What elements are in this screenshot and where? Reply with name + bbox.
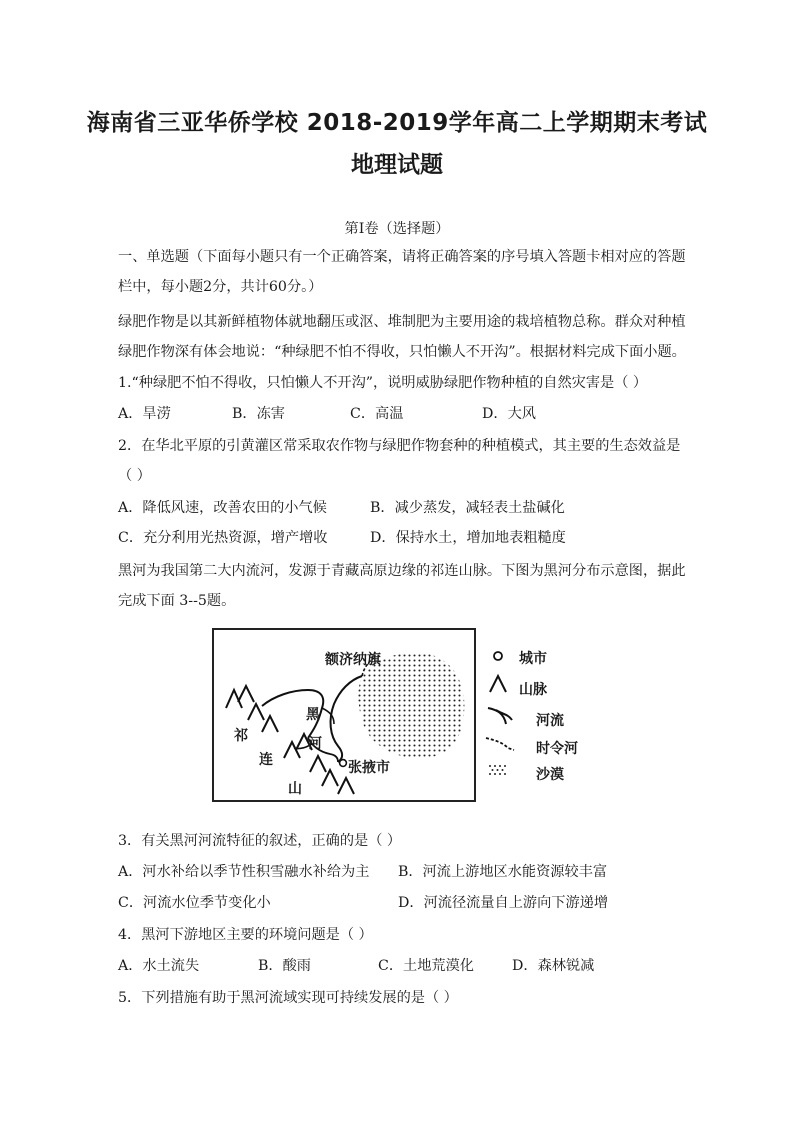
heihe-river: [331, 676, 362, 762]
question-1-option-b: B．冻害: [232, 406, 285, 422]
legend-city-label: 城市: [519, 651, 547, 667]
question-1-option-d: D．大风: [482, 406, 536, 422]
label-qilian-1: 祁: [234, 728, 248, 744]
material-2-line-1: 黑河为我国第二大内流河，发源于青藏高原边缘的祁连山脉。下图为黑河分布示意图，据此: [118, 563, 686, 579]
label-qilian-3: 山: [288, 781, 302, 797]
question-3-option-d: D．河流径流量自上游向下游递增: [398, 895, 609, 911]
question-4-option-b: B．酸雨: [258, 958, 311, 974]
label-qilian-2: 连: [259, 752, 273, 768]
question-3-option-c: C．河流水位季节变化小: [118, 895, 271, 911]
legend-seasonal-river-label: 时令河: [536, 741, 578, 757]
legend-mountain-label: 山脉: [519, 682, 547, 698]
legend-desert-icon: [489, 765, 506, 775]
question-4-option-d: D．森林锐减: [512, 958, 595, 974]
question-3-stem: 3．有关黑河河流特征的叙述，正确的是（ ）: [118, 833, 402, 849]
question-2-stem-line-2: （ ）: [118, 468, 151, 484]
legend-river-icon: [488, 708, 512, 724]
section-intro-line-2: 栏中，每小题2分，共计60分。）: [118, 279, 323, 295]
exam-subject: 地理试题: [351, 152, 443, 178]
part-heading: 第I卷（选择题）: [344, 221, 450, 237]
legend-seasonal-river-icon: [486, 738, 514, 750]
question-1-option-a: A．旱涝: [118, 406, 171, 422]
legend-mountain-icon: [490, 676, 506, 692]
question-3-option-b: B．河流上游地区水能资源较丰富: [398, 864, 608, 880]
material-1-line-2: 绿肥作物深有体会地说：“种绿肥不怕不得收，只怕懒人不开沟”。根据材料完成下面小题。: [118, 344, 686, 360]
material-2-line-2: 完成下面 3--5题。: [118, 593, 236, 609]
question-4-option-c: C．土地荒漠化: [378, 958, 474, 974]
question-2-option-b: B．减少蒸发，减轻表土盐碱化: [370, 500, 565, 516]
material-1-line-1: 绿肥作物是以其新鲜植物体就地翻压或沤、堆制肥为主要用途的栽培植物总称。群众对种植: [118, 314, 686, 330]
question-2-option-a: A．降低风速，改善农田的小气候: [118, 500, 327, 516]
map-legend-symbols: [484, 640, 518, 780]
question-1-stem: 1.“种绿肥不怕不得收，只怕懒人不开沟”，说明威胁绿肥作物种植的自然灾害是（ ）: [118, 375, 648, 391]
label-heihe-1: 黑: [306, 707, 320, 723]
label-zhangye-city: 张掖市: [348, 760, 390, 776]
exam-title: 海南省三亚华侨学校 2018-2019学年高二上学期期末考试: [86, 110, 708, 136]
question-2-option-d: D．保持水土，增加地表粗糙度: [370, 530, 566, 546]
city-marker: [340, 760, 347, 767]
question-2-option-c: C．充分利用光热资源，增产增收: [118, 530, 328, 546]
question-5-stem: 5．下列措施有助于黑河流域实现可持续发展的是（ ）: [118, 990, 458, 1006]
legend-river-label: 河流: [536, 713, 564, 729]
legend-desert-label: 沙漠: [536, 767, 564, 783]
label-heihe-2: 河: [308, 736, 322, 752]
question-1-option-c: C．高温: [350, 406, 404, 422]
question-4-option-a: A．水土流失: [118, 958, 200, 974]
question-3-option-a: A．河水补给以季节性积雪融水补给为主: [118, 864, 370, 880]
question-4-stem: 4．黑河下游地区主要的环境问题是（ ）: [118, 927, 373, 943]
legend-city-icon: [494, 652, 502, 660]
label-ejina-banner: 额济纳旗: [325, 652, 381, 668]
question-2-stem-line-1: 2．在华北平原的引黄灌区常采取农作物与绿肥作物套种的种植模式，其主要的生态效益是: [118, 438, 681, 454]
section-intro-line-1: 一、单选题（下面每小题只有一个正确答案，请将正确答案的序号填入答题卡相对应的答题: [118, 249, 686, 265]
